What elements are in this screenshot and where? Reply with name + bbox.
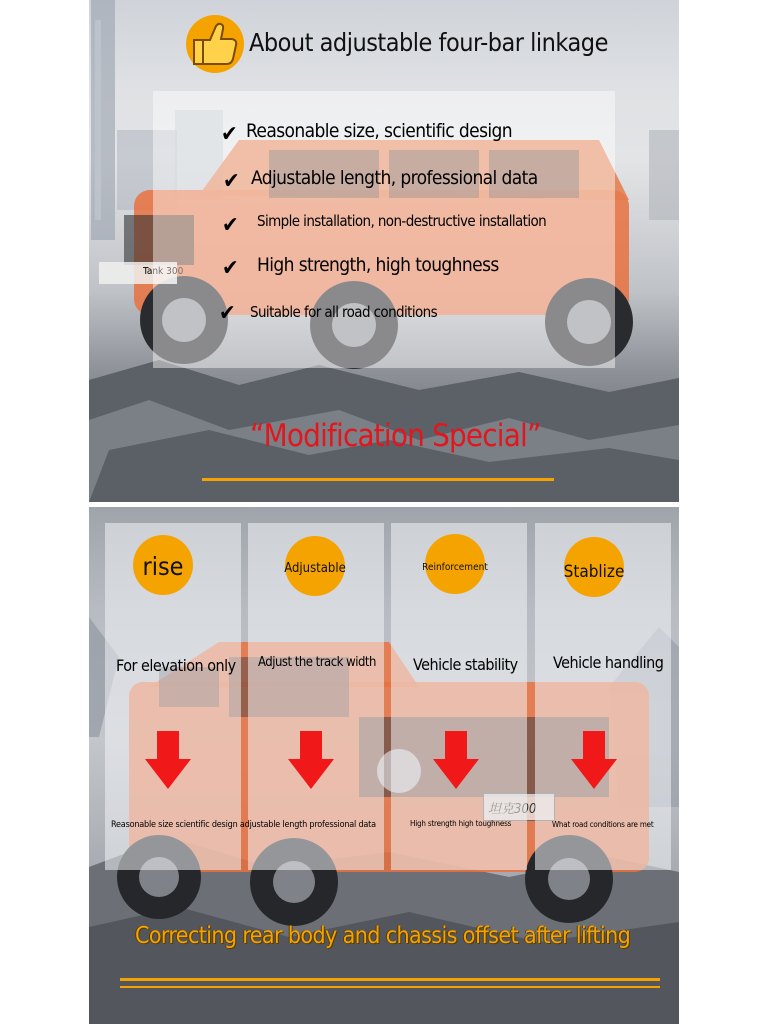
checkmark-icon: ✔	[223, 169, 240, 194]
description-stablize: Vehicle handling	[553, 653, 664, 672]
feature-item-3: Simple installation, non-destructive installation	[257, 212, 547, 230]
thumbs-up-icon	[182, 10, 248, 74]
modification-special-label: “Modification Special”	[250, 418, 541, 454]
bottom-banner	[89, 507, 679, 1024]
footer-divider-top	[120, 978, 660, 981]
down-arrow-icon	[571, 731, 617, 789]
checkmark-icon: ✔	[219, 301, 236, 326]
caption-left: Reasonable size scientific design adjustable length professional data	[111, 820, 376, 830]
badge-label-stablize: Stablize	[563, 562, 625, 582]
down-arrow-icon	[433, 731, 479, 789]
down-arrow-icon	[145, 731, 191, 789]
caption-right: What road conditions are met	[552, 820, 654, 829]
badge-label-rise: rise	[142, 552, 184, 581]
feature-item-4: High strength, high toughness	[257, 254, 499, 276]
badge-label-reinforcement: Reinforcement	[422, 562, 488, 573]
checkmark-icon: ✔	[222, 256, 239, 281]
divider-line	[202, 478, 554, 481]
description-rise: For elevation only	[116, 656, 236, 675]
caption-middle: High strength high toughness	[410, 819, 512, 828]
footer-divider-bottom	[120, 986, 660, 988]
top-banner	[89, 0, 679, 502]
page-title: About adjustable four-bar linkage	[249, 28, 608, 57]
footer-tagline: Correcting rear body and chassis offset after lifting	[135, 923, 631, 949]
feature-item-1: Reasonable size, scientific design	[246, 120, 513, 142]
description-adjustable: Adjust the track width	[258, 655, 376, 670]
down-arrow-icon	[288, 731, 334, 789]
checkmark-icon: ✔	[221, 122, 238, 147]
description-reinforcement: Vehicle stability	[413, 655, 518, 674]
badge-label-adjustable: Adjustable	[284, 561, 346, 576]
feature-item-2: Adjustable length, professional data	[251, 167, 538, 189]
license-plate-text: Tank 300	[143, 266, 184, 277]
feature-item-5: Suitable for all road conditions	[250, 303, 438, 321]
checkmark-icon: ✔	[222, 213, 239, 238]
